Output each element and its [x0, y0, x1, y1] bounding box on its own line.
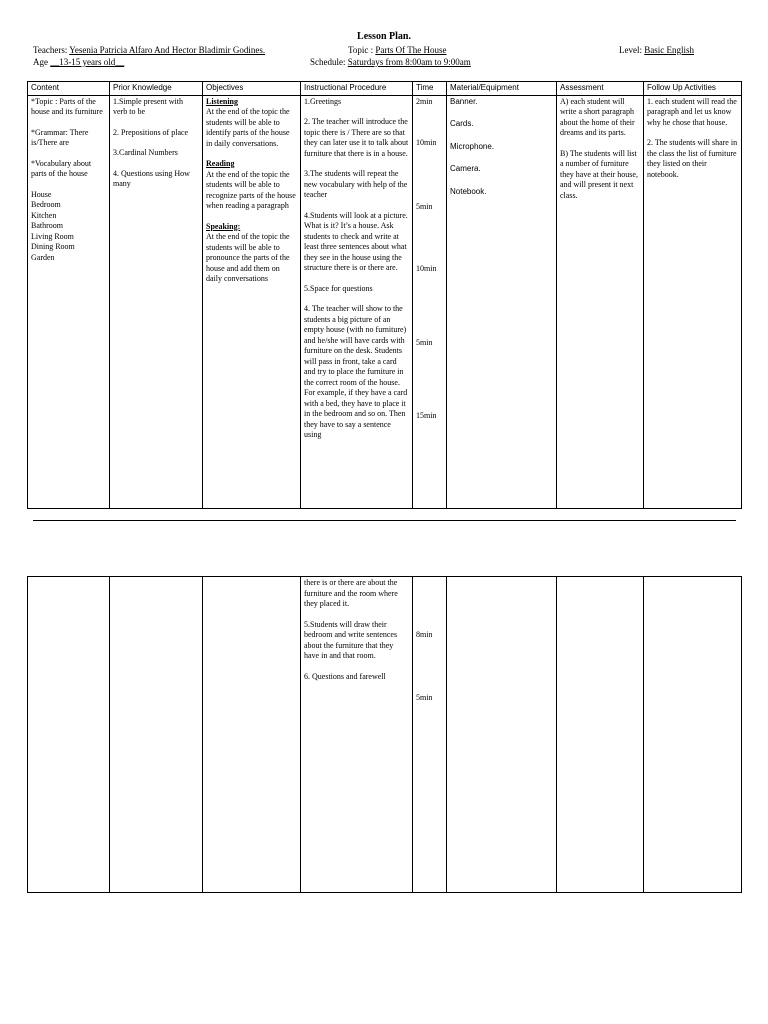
age-line [33, 57, 124, 67]
content-item: *Grammar: There is/There are [31, 127, 89, 147]
topic-label: Topic : [348, 45, 374, 55]
procedure-step: 4.Students will look at a picture. What is it? It’s a house. Ask students to check and write at least three sentences about what they see in the house using the structure there is or there are. [304, 210, 408, 272]
content-item: *Topic : Parts of the house and its furniture [31, 96, 103, 116]
teachers-value: Yesenia Patricia Alfaro And Hector Bladimir Godines. [69, 45, 266, 55]
procedure-step: there is or there are about the furniture and the room where they placed it. [304, 578, 398, 608]
page-separator [33, 520, 736, 521]
vocab-item: Garden [31, 252, 55, 262]
procedure-step: 3.The students will repeat the new vocabulary with help of the teacher [304, 169, 408, 199]
procedure-step: 1.Greetings [304, 96, 342, 106]
prior-item: 1.Simple present with verb to be [113, 96, 183, 116]
time-cell [413, 95, 447, 509]
material-item: Banner. [450, 96, 478, 106]
content-item: *Vocabulary about parts of the house [31, 158, 92, 178]
time-value: 10min [416, 263, 437, 273]
material-item: Camera. [450, 164, 481, 173]
teachers-line [33, 45, 265, 55]
document-title: Lesson Plan. [357, 31, 411, 42]
prior-item: 4. Questions using How many [113, 168, 190, 188]
objective-text: At the end of the topic the students will be able to recognize parts of the house when reading a paragraph [206, 169, 296, 210]
time-value: 2min [416, 96, 433, 106]
table-row [28, 577, 742, 893]
schedule-value: Saturdays from 8:00am to 9:00am [347, 57, 471, 67]
col-header-followup: Follow Up Activities [644, 82, 742, 96]
vocab-item: Kitchen [31, 210, 57, 220]
teachers-label: Teachers: [33, 45, 68, 55]
objectives-cell [203, 95, 301, 509]
age-label: Age [33, 57, 48, 67]
time-cell [413, 577, 447, 893]
table-header-row [28, 82, 742, 96]
followup-item: 2. The students will share in the class the list of furniture they listed on their notebook. [647, 138, 738, 179]
assessment-item: B) The students will list a number of furniture they have at their house, and will present it next class. [560, 148, 638, 200]
material-cell [447, 577, 557, 893]
col-header-assessment: Assessment [557, 82, 644, 96]
procedure-cell [301, 95, 413, 509]
procedure-step: 5.Students will draw their bedroom and write sentences about the furniture that they have in and that room. [304, 619, 398, 660]
col-header-prior-knowledge: Prior Knowledge [110, 82, 203, 96]
vocab-item: Living Room [31, 231, 74, 241]
followup-cell [644, 577, 742, 893]
followup-item: 1. each student will read the paragraph and let us know why he chose that house. [647, 96, 737, 127]
procedure-step: 2. The teacher will introduce the topic there is / There are so that they can later use it to talk about furniture that there is in a house. [304, 117, 409, 158]
content-cell [28, 95, 110, 509]
assessment-cell [557, 95, 644, 509]
followup-cell [644, 95, 742, 509]
vocab-item: Dining Room [31, 242, 75, 251]
col-header-material: Material/Equipment [447, 82, 557, 96]
col-header-content: Content [28, 82, 110, 96]
time-value: 8min [416, 630, 433, 639]
lesson-plan-table [27, 81, 742, 509]
col-header-time: Time [413, 82, 447, 96]
material-item: Microphone. [450, 141, 495, 151]
procedure-step: 5.Space for questions [304, 283, 373, 293]
vocab-item: House [31, 189, 52, 199]
assessment-cell [557, 577, 644, 893]
time-value: 5min [416, 693, 433, 702]
time-value: 15min [416, 410, 437, 420]
material-item: Notebook. [450, 186, 487, 196]
objective-text: At the end of the topic the students will be able to pronounce the parts of the house and add them on daily conversations [206, 232, 290, 283]
col-header-procedure: Instructional Procedure [301, 82, 413, 96]
procedure-step: 4. The teacher will show to the students a big picture of an empty house (with no furniture) and he/she will have cards with furniture on the desk. Students will pass in front, take a card and try to place the furniture in the correct room of the house. For example, if they have a card with a bed, they have to place it in the bedroom and so on. Then they have to say a sentence using [304, 304, 408, 439]
vocab-item: Bathroom [31, 221, 63, 230]
schedule-line [310, 57, 471, 67]
objective-heading: Reading [206, 159, 235, 168]
vocab-item: Bedroom [31, 200, 61, 209]
prior-knowledge-cell [110, 577, 203, 893]
procedure-cell [301, 577, 413, 893]
procedure-step: 6. Questions and farewell [304, 671, 386, 681]
prior-knowledge-cell [110, 95, 203, 509]
topic-value: Parts Of The House [375, 45, 447, 55]
material-item: Cards. [450, 119, 474, 128]
level-value: Basic English [644, 45, 694, 55]
objective-text: At the end of the topic the students will be able to identify parts of the house in daily conversations. [206, 107, 290, 148]
col-header-objectives: Objectives [203, 82, 301, 96]
content-cell [28, 577, 110, 893]
topic-line [348, 45, 446, 55]
time-value: 5min [416, 337, 433, 347]
material-cell [447, 95, 557, 509]
prior-item: 2. Prepositions of place [113, 127, 189, 137]
level-line [619, 45, 694, 55]
assessment-item: A) each student will write a short paragraph about the home of their dreams and its parts. [560, 96, 635, 137]
objective-heading: Listening [206, 96, 239, 106]
lesson-plan-table-continued [27, 576, 742, 893]
time-value: 10min [416, 137, 437, 147]
age-value: __13-15 years old__ [50, 57, 125, 67]
prior-item: 3.Cardinal Numbers [113, 148, 178, 157]
level-label: Level: [619, 45, 642, 55]
time-value: 5min [416, 201, 433, 211]
objective-heading: Speaking: [206, 221, 241, 231]
schedule-label: Schedule: [310, 57, 346, 67]
objectives-cell [203, 577, 301, 893]
table-row [28, 95, 742, 509]
